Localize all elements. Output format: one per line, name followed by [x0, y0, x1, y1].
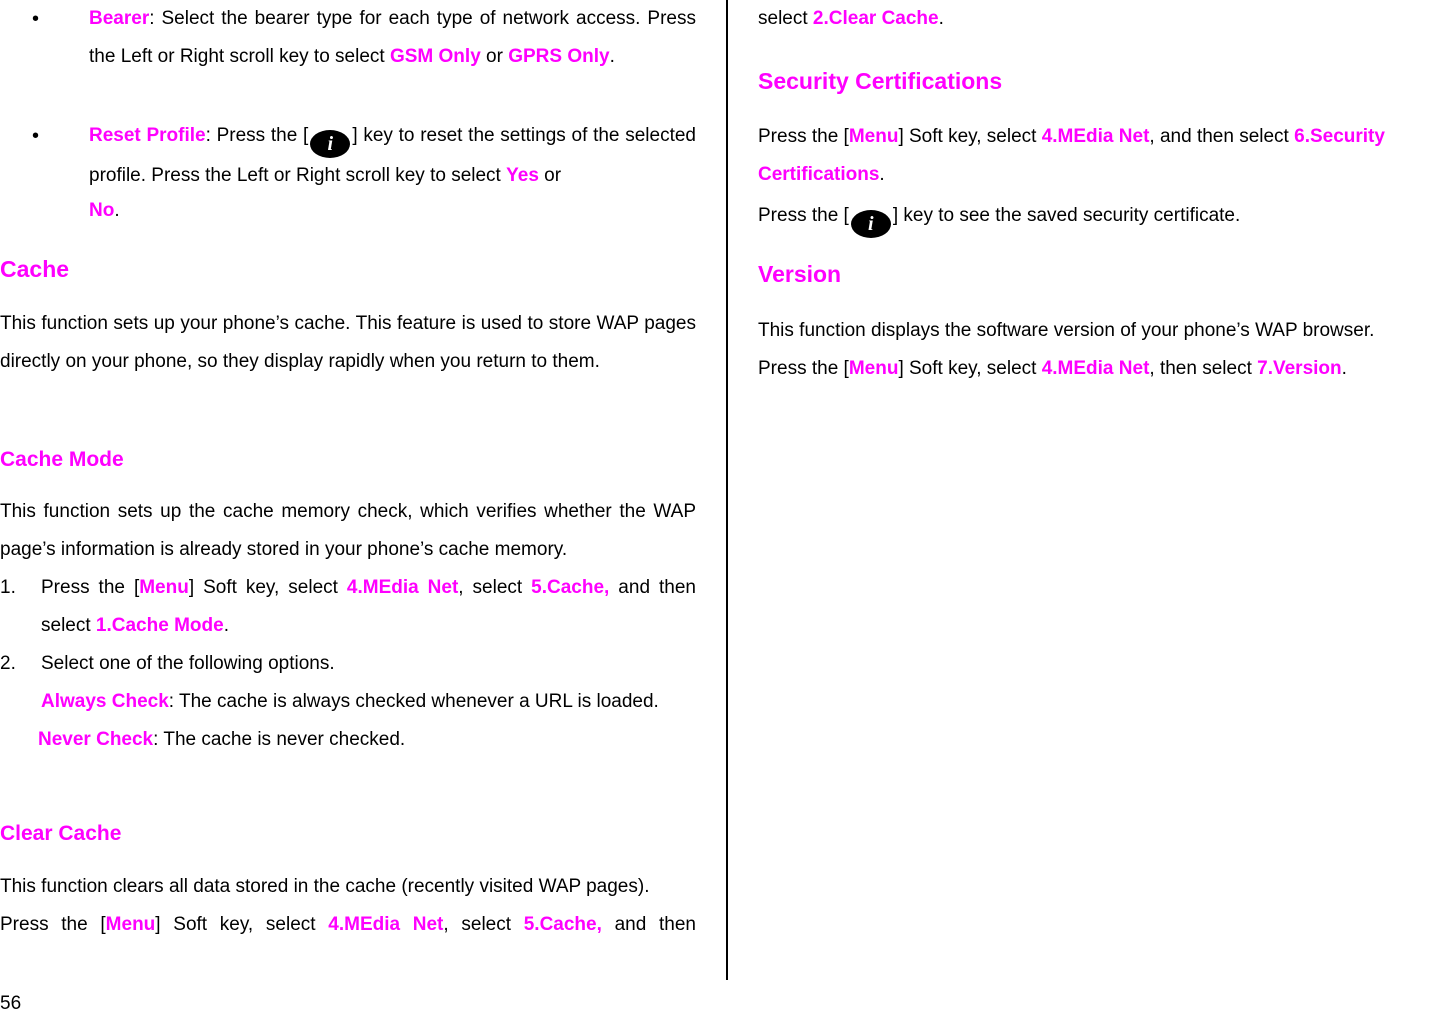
bearer-bullet: • Bearer: Select the bearer type for each type of network access. Press the Left or Right scroll key to select GSM Only or GPRS Only.: [0, 0, 696, 76]
cache-mode-heading: Cache Mode: [0, 448, 124, 471]
column-divider: [726, 0, 728, 980]
bullet-dot: •: [32, 8, 40, 30]
bullet-dot: •: [32, 125, 40, 147]
cache-heading: Cache: [0, 256, 70, 282]
cache-mode-step-1: 1. Press the [Menu] Soft key, select 4.MEdia Net, select 5.Cache, and then select 1.Cache Mode.: [0, 577, 696, 636]
clear-cache-continued: select 2.Clear Cache.: [758, 8, 944, 29]
cache-mode-section: [0, 493, 696, 759]
security-certificate-instruction: Press the [ i ] key to see the saved security certificate.: [758, 197, 1454, 238]
never-check-option: Never Check: The cache is never checked.: [38, 729, 406, 750]
version-section: [758, 312, 1454, 388]
security-certifications-section: Press the [Menu] Soft key, select 4.MEdia Net, and then select 6.Security Certifications. Press the [ i ] key to see the saved security certificate.: [758, 118, 1454, 238]
security-certifications-heading: Security Certifications: [758, 68, 1003, 94]
version-instruction: Press the [Menu] Soft key, select 4.MEdia Net, then select 7.Version.: [758, 358, 1347, 379]
cache-mode-description: This function sets up the cache memory check, which verifies whether the WAP page’s information is already stored in your phone’s cache memory.: [0, 501, 696, 560]
page-number: 56: [0, 993, 22, 1014]
clear-cache-description: This function clears all data stored in the cache (recently visited WAP pages).: [0, 876, 650, 897]
bearer-label: Bearer: [89, 8, 150, 29]
version-heading: Version: [758, 261, 842, 287]
always-check-option: Always Check: The cache is always checked whenever a URL is loaded.: [41, 691, 659, 712]
cache-description: This function sets up your phone’s cache. This feature is used to store WAP pages directly on your phone, so they display rapidly when you return to them.: [0, 313, 696, 372]
ok-key-icon: i: [851, 210, 891, 238]
clear-cache-instruction: Press the [Menu] Soft key, select 4.MEdia Net, select 5.Cache, and then: [0, 914, 696, 935]
cache-mode-step-2: 2. Select one of the following options.: [0, 653, 335, 674]
version-description: This function displays the software version of your phone’s WAP browser.: [758, 320, 1375, 341]
reset-profile-bullet: • Reset Profile: Press the [ i ] key to reset the settings of the selected profile. Press the Left or Right scroll key to select Yes or No.: [0, 118, 696, 228]
reset-profile-label: Reset Profile: [89, 125, 206, 146]
clear-cache-heading: Clear Cache: [0, 822, 122, 845]
ok-key-icon: i: [310, 130, 350, 158]
cache-section: [0, 305, 696, 381]
clear-cache-section: [0, 868, 696, 944]
